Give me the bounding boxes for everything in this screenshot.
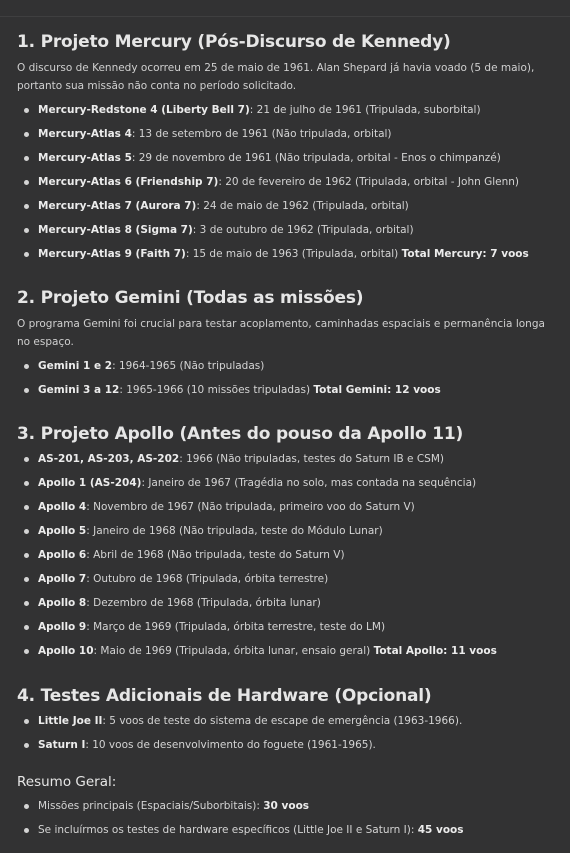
mission-name: Mercury-Atlas 9 (Faith 7) [38,248,186,260]
list-item [17,359,557,373]
mission-detail: : Outubro de 1968 (Tripulada, órbita terrestre) [86,573,329,585]
test-list [17,714,557,752]
section-total: Total Gemini: 12 voos [313,384,441,396]
mission-list [17,359,557,397]
bullet-icon [24,719,29,724]
bullet-icon [24,625,29,630]
mission-name: Gemini 3 a 12 [38,384,120,396]
list-item [17,644,557,658]
list-item [17,383,557,397]
mission-name: Mercury-Atlas 8 (Sigma 7) [38,224,193,236]
mission-name: Apollo 10 [38,645,94,657]
summary-list [17,799,557,837]
mission-detail: : 3 de outubro de 1962 (Tripulada, orbital) [192,224,414,236]
bullet-icon [24,228,29,233]
list-item [17,199,557,213]
list-item [17,823,557,837]
mission-detail: : 24 de maio de 1962 (Tripulada, orbital) [196,200,409,212]
mission-name: Apollo 6 [38,549,87,561]
bullet-icon [24,577,29,582]
list-item [17,175,557,189]
mission-name: Apollo 7 [38,573,87,585]
mission-detail: : 1965-1966 (10 missões tripuladas) [119,384,314,396]
bullet-icon [24,156,29,161]
summary-value: 45 voos [417,824,464,836]
list-item [17,127,557,141]
summary-value: 30 voos [263,800,310,812]
bullet-icon [24,388,29,393]
mission-detail: : 29 de novembro de 1961 (Não tripulada, orbital - Enos o chimpanzé) [131,152,501,164]
mission-detail: : Março de 1969 (Tripulada, órbita terrestre, teste do LM) [86,621,386,633]
bullet-icon [24,601,29,606]
section-total: Total Apollo: 11 voos [373,645,497,657]
section-summary [17,774,557,837]
bullet-icon [24,180,29,185]
mission-name: Gemini 1 e 2 [38,360,113,372]
mission-detail: : Maio de 1969 (Tripulada, órbita lunar, ensaio geral) [93,645,374,657]
mission-name: Mercury-Atlas 6 (Friendship 7) [38,176,219,188]
section-heading: 3. Projeto Apollo (Antes do pouso da Apollo 11) [17,424,464,444]
list-item [17,500,557,514]
bullet-icon [24,204,29,209]
list-item [17,524,557,538]
section-heading: 1. Projeto Mercury (Pós-Discurso de Kennedy) [17,32,451,52]
bullet-icon [24,252,29,257]
mission-detail: : Janeiro de 1968 (Não tripulada, teste do Módulo Lunar) [86,525,383,537]
mission-detail: : 13 de setembro de 1961 (Não tripulada, orbital) [131,128,392,140]
mission-name: Apollo 9 [38,621,87,633]
section-intro: O discurso de Kennedy ocorreu em 25 de maio de 1961. Alan Shepard já havia voado (5 de maio), portanto sua missão não conta no período solicitado. [17,62,535,92]
mission-list [17,452,557,658]
section-intro: O programa Gemini foi crucial para testar acoplamento, caminhadas espaciais e permanência longa no espaço. [17,318,545,348]
mission-detail: : Abril de 1968 (Não tripulada, teste do Saturn V) [86,549,345,561]
mission-detail: : 20 de fevereiro de 1962 (Tripulada, orbital - John Glenn) [218,176,520,188]
bullet-icon [24,364,29,369]
list-item [17,799,557,813]
mission-name: AS-201, AS-203, AS-202 [38,453,180,465]
test-detail: : 10 voos de desenvolvimento do foguete (1961-1965). [85,739,376,751]
bullet-icon [24,505,29,510]
section-heading: 2. Projeto Gemini (Todas as missões) [17,288,364,308]
list-item [17,738,557,752]
mission-detail: : Janeiro de 1967 (Tragédia no solo, mas contada na sequência) [141,477,477,489]
mission-name: Apollo 8 [38,597,87,609]
mission-name: Mercury-Atlas 7 (Aurora 7) [38,200,197,212]
mission-name: Mercury-Redstone 4 (Liberty Bell 7) [38,104,250,116]
bullet-icon [24,743,29,748]
mission-name: Apollo 4 [38,501,87,513]
list-item [17,476,557,490]
bullet-icon [24,108,29,113]
summary-text: Missões principais (Espaciais/Suborbitais): [38,800,264,812]
mission-detail: : 1966 (Não tripuladas, testes do Saturn IB e CSM) [179,453,444,465]
section-heading: 4. Testes Adicionais de Hardware (Opcional) [17,686,432,706]
list-item [17,452,557,466]
section-hardware [17,686,557,752]
mission-name: Apollo 5 [38,525,87,537]
list-item [17,596,557,610]
bullet-icon [24,457,29,462]
bullet-icon [24,529,29,534]
mission-detail: : 15 de maio de 1963 (Tripulada, orbital) [185,248,402,260]
section-total: Total Mercury: 7 voos [401,248,529,260]
section-mercury [17,32,557,261]
bullet-icon [24,481,29,486]
list-item [17,714,557,728]
bullet-icon [24,132,29,137]
list-item [17,151,557,165]
list-item [17,103,557,117]
test-name: Little Joe II [38,715,103,727]
mission-list [17,103,557,261]
mission-detail: : Novembro de 1967 (Não tripulada, primeiro voo do Saturn V) [86,501,415,513]
list-item [17,247,557,261]
mission-name: Mercury-Atlas 5 [38,152,132,164]
mission-name: Mercury-Atlas 4 [38,128,132,140]
test-name: Saturn I [38,739,86,751]
bullet-icon [24,828,29,833]
list-item [17,223,557,237]
list-item [17,620,557,634]
mission-detail: : 1964-1965 (Não tripuladas) [112,360,265,372]
mission-detail: : Dezembro de 1968 (Tripulada, órbita lunar) [86,597,321,609]
summary-heading: Resumo Geral: [17,774,117,790]
test-detail: : 5 voos de teste do sistema de escape de emergência (1963-1966). [102,715,463,727]
bullet-icon [24,649,29,654]
list-item [17,572,557,586]
summary-text: Se incluírmos os testes de hardware específicos (Little Joe II e Saturn I): [38,824,418,836]
top-divider [0,16,570,17]
section-gemini [17,288,557,397]
bullet-icon [24,804,29,809]
list-item [17,548,557,562]
mission-name: Apollo 1 (AS-204) [38,477,142,489]
mission-detail: : 21 de julho de 1961 (Tripulada, suborbital) [249,104,481,116]
section-apollo [17,424,557,658]
bullet-icon [24,553,29,558]
